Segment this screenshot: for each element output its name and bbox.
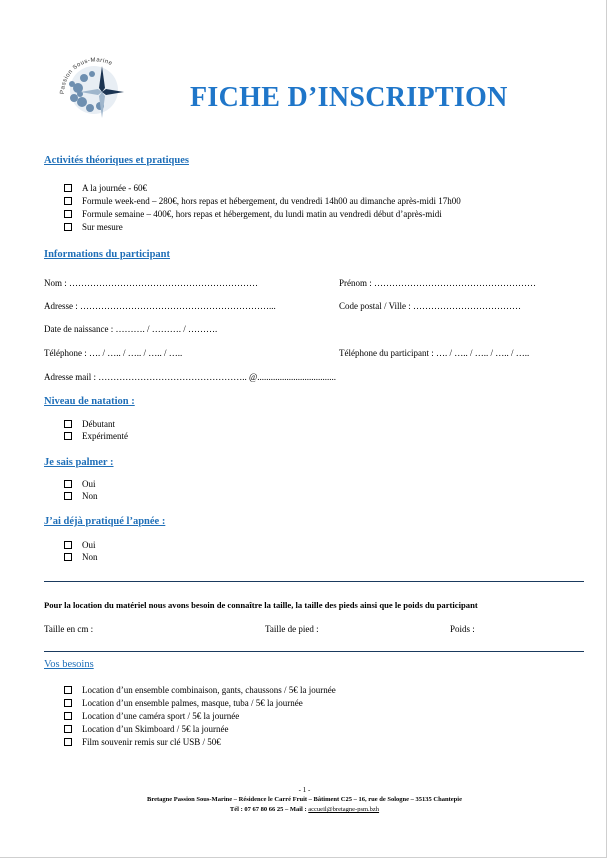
swimming-level-heading: Niveau de natation : [44,396,135,407]
checkbox-icon[interactable] [64,210,72,218]
compass-logo-icon [52,44,136,128]
section-divider [44,651,584,652]
email-field[interactable]: Adresse mail : ………………………………………….. @................................... [44,372,337,382]
checkbox-icon[interactable] [64,432,72,440]
participant-heading: Informations du participant [44,249,171,260]
needs-heading: Vos besoins [44,659,94,670]
needs-option[interactable]: Location d’un Skimboard / 5€ la journée [64,724,228,734]
weight-field[interactable]: Poids : [450,624,475,634]
page-number: - 1 - [298,786,311,794]
checkbox-icon[interactable] [64,420,72,428]
birthdate-field[interactable]: Date de naissance : ………. / ………. / ………. [44,324,218,334]
needs-option[interactable]: Location d’une caméra sport / 5€ la journée [64,711,239,721]
checkbox-icon[interactable] [64,541,72,549]
checkbox-icon[interactable] [64,712,72,720]
activity-option[interactable]: Formule semaine – 400€, hors repas et hébergement, du lundi matin au vendredi début d’après-midi [64,209,442,219]
code-postal-field[interactable]: Code postal / Ville : ……………………………… [339,301,522,311]
activity-option[interactable]: Sur mesure [64,222,123,232]
phone-field[interactable]: Téléphone : …. / ….. / ….. / ….. / ….. [44,348,183,358]
freediving-heading: J’ai déjà pratiqué l’apnée : [44,516,166,527]
activities-heading: Activités théoriques et pratiques [44,155,189,166]
fin-swimming-heading: Je sais palmer : [44,457,114,468]
needs-option[interactable]: Location d’un ensemble palmes, masque, tuba / 5€ la journée [64,698,303,708]
equipment-rental-intro: Pour la location du matériel nous avons besoin de connaître la taille, la taille des pieds ainsi que le poids du participant [44,600,478,610]
fin-swimming-option[interactable]: Oui [64,479,96,489]
prenom-field[interactable]: Prénom : ……………………………………………… [339,278,536,288]
logo-text: Passion Sous-Marine [59,57,114,95]
swimming-option[interactable]: Débutant [64,419,115,429]
page-title: FICHE D’INSCRIPTION [190,82,508,113]
checkbox-icon[interactable] [64,699,72,707]
swimming-option[interactable]: Expérimenté [64,431,128,441]
checkbox-icon[interactable] [64,725,72,733]
fin-swimming-option[interactable]: Non [64,491,98,501]
footer-contact [0,806,609,813]
checkbox-icon[interactable] [64,686,72,694]
freediving-option[interactable]: Non [64,552,98,562]
needs-option[interactable]: Film souvenir remis sur clé USB / 50€ [64,737,221,747]
activity-option[interactable]: Formule week-end – 280€, hors repas et hébergement, du vendredi 14h00 au dimanche après-midi 17h00 [64,196,461,206]
checkbox-icon[interactable] [64,223,72,231]
checkbox-icon[interactable] [64,197,72,205]
checkbox-icon[interactable] [64,738,72,746]
shoe-size-field[interactable]: Taille de pied : [265,624,319,634]
footer-email-link[interactable]: accueil@bretagne-psm.bzh [308,806,380,813]
checkbox-icon[interactable] [64,480,72,488]
checkbox-icon[interactable] [64,184,72,192]
needs-option[interactable]: Location d’un ensemble combinaison, gants, chaussons / 5€ la journée [64,685,336,695]
section-divider [44,581,584,582]
adresse-field[interactable]: Adresse : ………………………………………………………... [44,301,276,311]
freediving-option[interactable]: Oui [64,540,96,550]
activity-option[interactable]: A la journée - 60€ [64,183,147,193]
nom-field[interactable]: Nom : ……………………………………………………… [44,278,259,288]
footer-phone: Tél : 07 67 80 66 25 – Mail : [229,806,309,813]
height-field[interactable]: Taille en cm : [44,624,94,634]
checkbox-icon[interactable] [64,553,72,561]
participant-phone-field[interactable]: Téléphone du participant : …. / ….. / ….. / ….. / ….. [339,348,530,358]
checkbox-icon[interactable] [64,492,72,500]
footer-address: Bretagne Passion Sous-Marine – Résidence le Carré Fruit – Bâtiment C25 – 16, rue de Sologne – 35135 Chantepie [147,796,462,803]
